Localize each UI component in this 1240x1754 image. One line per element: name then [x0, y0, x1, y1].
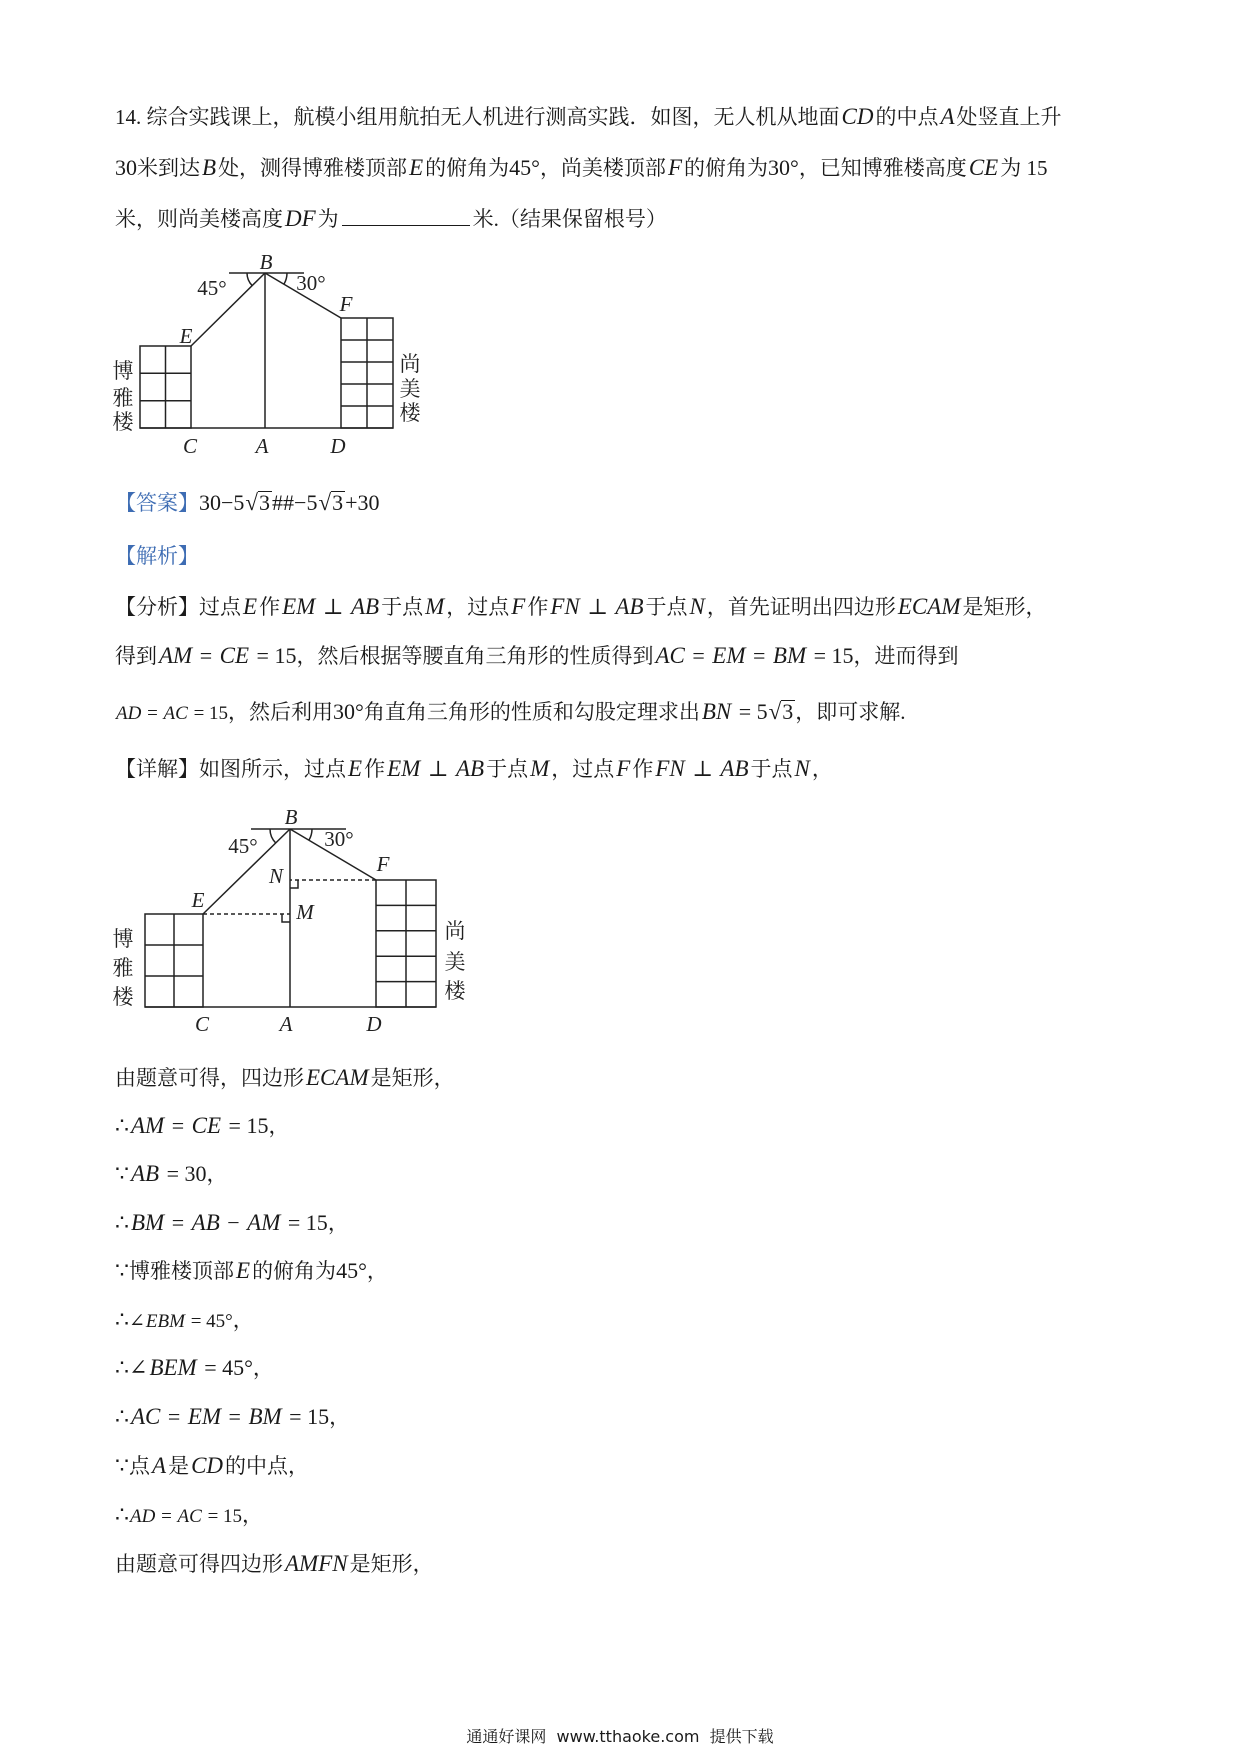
math-variable: F — [511, 594, 526, 619]
label-point-f: F — [339, 292, 353, 316]
text-run: 【分析】过点 — [115, 595, 241, 619]
text-run: 14. 综合实践课上，航模小组用航拍无人机进行测高实践．如图，无人机从地面 — [115, 105, 840, 129]
label-point-d: D — [330, 434, 346, 458]
problem-line-2 — [115, 153, 1047, 183]
math-expression: ∵ — [115, 1258, 129, 1283]
math-variable: A — [152, 1453, 167, 1478]
math-variable: EM — [187, 1404, 222, 1429]
text-run: ，进而得到 — [853, 644, 959, 668]
right-angle-mark-m — [282, 914, 290, 922]
math-expression: = — [194, 643, 218, 668]
text-run: ， — [242, 1503, 264, 1527]
section-label: 【解析】 — [115, 544, 199, 568]
math-variable: CE — [191, 1113, 222, 1138]
math-expression: ∠ — [129, 1311, 145, 1332]
building-name-boya: 雅 — [112, 956, 134, 980]
step-line-8 — [115, 1402, 350, 1432]
building-name-boya: 博 — [112, 927, 134, 951]
text-run: ，过点 — [446, 595, 510, 619]
text-run: 作 — [527, 595, 549, 619]
step-line-6 — [115, 1305, 254, 1335]
math-variable: AMFN — [285, 1551, 348, 1576]
math-expression: 30 — [115, 155, 137, 180]
math-variable: EBM — [145, 1311, 185, 1332]
text-run: 于点 — [750, 757, 793, 781]
building-name-shangmei: 楼 — [399, 401, 421, 425]
math-expression: = 30 — [161, 1161, 207, 1186]
answer-line — [115, 488, 380, 518]
math-variable: N — [689, 594, 705, 619]
radicand: 3 — [332, 490, 344, 515]
step-line-10 — [115, 1500, 263, 1530]
math-variable: E — [243, 594, 258, 619]
step-line-1 — [115, 1063, 455, 1093]
math-expression: ∴ — [115, 1307, 129, 1332]
math-variable: CE — [968, 155, 999, 180]
math-variable: AD — [130, 1506, 156, 1527]
analysis-line-3 — [115, 697, 906, 727]
math-expression: ∴ — [115, 1502, 129, 1527]
radical-sign: √ — [245, 490, 259, 515]
text-run: 为 15 — [1000, 156, 1048, 180]
math-variable: BN — [701, 699, 732, 724]
building-name-shangmei: 楼 — [444, 979, 466, 1003]
detail-line-1 — [115, 754, 833, 784]
text-run: 的中点， — [225, 1454, 310, 1478]
math-variable: B — [202, 155, 217, 180]
text-run: ， — [327, 1211, 349, 1235]
math-expression: 30° — [768, 155, 799, 180]
step-line-3 — [115, 1159, 228, 1189]
math-variable: A — [940, 104, 955, 129]
label-point-m: M — [296, 900, 314, 924]
text-run: 得到 — [115, 644, 157, 668]
text-run: ，然后根据等腰直角三角形的性质得到 — [296, 644, 654, 668]
answer-blank — [342, 203, 470, 226]
math-expression: = 15 — [808, 643, 854, 668]
text-run: ，然后利用 — [228, 700, 334, 724]
math-expression: = 5 — [733, 699, 768, 724]
angle-arc-45 — [270, 829, 276, 843]
math-expression: ∵ — [115, 1453, 129, 1478]
label-point-a: A — [255, 434, 269, 458]
label-point-e: E — [179, 324, 193, 348]
math-expression: = 15 — [283, 1404, 330, 1429]
text-run: 博雅楼顶部 — [129, 1259, 234, 1283]
angle-arc-30 — [309, 829, 312, 840]
math-expression: ∴ — [115, 1404, 129, 1429]
math-variable: FN — [655, 756, 685, 781]
text-run: ，尚美楼顶部 — [539, 156, 666, 180]
building-name-boya: 雅 — [112, 386, 134, 410]
math-variable: E — [348, 756, 363, 781]
math-variable: AB — [455, 756, 485, 781]
text-run: 的俯角为 — [684, 156, 768, 180]
figure-2 — [105, 805, 475, 1040]
text-run: 由题意可得四边形 — [115, 1552, 283, 1576]
radical-sign: √ — [768, 699, 782, 724]
angle-arc-45 — [247, 273, 252, 286]
math-variable: CE — [219, 643, 250, 668]
text-run: 是 — [168, 1454, 190, 1478]
text-run: 处，测得博雅楼顶部 — [218, 156, 408, 180]
text-run: 的中点 — [875, 105, 939, 129]
math-variable: M — [425, 594, 445, 619]
problem-line-1 — [115, 102, 1062, 132]
math-expression: 30° — [333, 699, 364, 724]
text-run: 作 — [364, 757, 386, 781]
building-boya — [145, 914, 203, 1007]
angle-arc-30 — [284, 273, 287, 284]
text-run: ，即可求解. — [795, 700, 906, 724]
label-angle-30: 30° — [296, 271, 326, 295]
text-run: 的俯角为 — [425, 156, 510, 180]
analysis-heading — [115, 541, 199, 571]
math-variable: AB — [615, 594, 644, 619]
math-expression: = 45° — [185, 1311, 233, 1332]
math-expression: = — [162, 1404, 186, 1429]
text-run: 是矩形， — [370, 1066, 455, 1090]
step-line-7 — [115, 1353, 274, 1383]
label-point-b: B — [259, 250, 273, 274]
building-boya — [140, 346, 191, 428]
building-shangmei — [376, 880, 436, 1007]
building-name-boya: 楼 — [112, 410, 134, 434]
math-expression: = — [166, 1113, 190, 1138]
step-line-11 — [115, 1549, 434, 1579]
label-point-n: N — [268, 864, 284, 888]
text-run: ， — [252, 1356, 274, 1380]
math-variable: AB — [131, 1161, 160, 1186]
text-run: 的俯角为 — [252, 1259, 337, 1283]
math-variable: BM — [772, 643, 807, 668]
math-variable: AC — [177, 1506, 202, 1527]
math-variable: ECAM — [306, 1065, 369, 1090]
step-line-2 — [115, 1111, 289, 1141]
building-name-shangmei: 尚 — [444, 919, 466, 943]
math-expression: = — [166, 1210, 190, 1235]
text-run: ， — [811, 757, 833, 781]
math-variable: BM — [248, 1404, 282, 1429]
radicand: 3 — [782, 699, 794, 724]
figure-1 — [108, 250, 438, 465]
math-expression: = — [686, 643, 711, 668]
text-run: 是矩形， — [349, 1552, 434, 1576]
building-name-boya: 楼 — [112, 985, 134, 1009]
math-expression: = — [747, 643, 771, 668]
math-expression: = — [223, 1404, 247, 1429]
math-variable: AB — [720, 756, 749, 781]
label-angle-45: 45° — [197, 276, 227, 300]
math-variable: AM — [247, 1210, 281, 1235]
math-expression: = — [142, 703, 163, 724]
text-run: 【详解】如图所示，过点 — [115, 757, 346, 781]
math-variable: F — [616, 756, 631, 781]
label-point-c: C — [194, 1012, 210, 1036]
text-run: 米.（结果保留根号） — [472, 207, 667, 231]
math-expression: ∴ — [115, 1113, 129, 1138]
text-run: 作 — [632, 757, 654, 781]
text-run: ，过点 — [551, 757, 615, 781]
label-point-d: D — [366, 1012, 382, 1036]
text-run: 由题意可得，四边形 — [115, 1066, 304, 1090]
math-expression: ∵ — [115, 1161, 129, 1186]
math-variable: AC — [131, 1404, 161, 1429]
math-variable: N — [794, 756, 810, 781]
text-run: 于点 — [381, 595, 424, 619]
math-variable: AM — [131, 1113, 165, 1138]
text-run: 米到达 — [137, 156, 200, 180]
building-name-shangmei: 尚 — [399, 352, 421, 376]
math-variable: AB — [350, 594, 380, 619]
label-point-b: B — [284, 805, 298, 829]
right-angle-mark-n — [290, 880, 298, 888]
text-run: 为 — [317, 207, 339, 231]
step-line-9 — [115, 1451, 309, 1481]
radical-sign: √ — [318, 490, 332, 515]
building-name-boya: 博 — [112, 359, 134, 383]
math-variable: EM — [712, 643, 746, 668]
text-run: ，首先证明出四边形 — [706, 595, 896, 619]
text-run: 于点 — [645, 595, 688, 619]
math-expression: +30 — [345, 490, 380, 515]
math-variable: E — [409, 155, 424, 180]
label-point-c: C — [182, 434, 198, 458]
analysis-line-1 — [115, 592, 1046, 622]
math-expression: ##−5 — [272, 490, 318, 515]
section-label: 【答案】 — [115, 491, 199, 515]
text-run: 角直角三角形的性质和勾股定理求出 — [363, 700, 700, 724]
building-name-shangmei: 美 — [444, 950, 466, 974]
math-expression: = 15 — [188, 703, 229, 724]
math-variable: EM — [282, 594, 316, 619]
text-run: ， — [268, 1114, 290, 1138]
label-point-e: E — [191, 888, 205, 912]
math-expression: ∴ — [115, 1210, 129, 1235]
text-run: 是矩形， — [962, 595, 1047, 619]
text-run: 点 — [129, 1454, 150, 1478]
math-variable: CD — [191, 1453, 224, 1478]
page-footer: 通通好课网 www.tthaoke.com 提供下载 — [466, 1727, 774, 1746]
math-expression: ⊥ — [581, 594, 614, 619]
text-run: ， — [329, 1405, 351, 1429]
math-variable: EM — [387, 756, 421, 781]
math-expression: − — [221, 1210, 246, 1235]
text-run: ， — [232, 1308, 254, 1332]
math-variable: ECAM — [897, 594, 961, 619]
math-variable: AC — [655, 643, 685, 668]
math-expression: ⊥ — [317, 594, 349, 619]
radicand: 3 — [259, 490, 271, 515]
label-point-f: F — [376, 852, 390, 876]
math-expression: 45° — [509, 155, 540, 180]
text-run: 处竖直上升 — [956, 105, 1062, 129]
math-expression: = 15 — [251, 643, 297, 668]
text-run: 于点 — [486, 757, 529, 781]
text-run: 米，则尚美楼高度 — [115, 207, 283, 231]
label-angle-45: 45° — [228, 834, 258, 858]
text-run: ，已知博雅楼高度 — [798, 156, 967, 180]
math-variable: AB — [191, 1210, 220, 1235]
math-variable: BM — [131, 1210, 165, 1235]
building-name-shangmei: 美 — [399, 377, 421, 401]
math-variable: FN — [550, 594, 580, 619]
label-angle-30: 30° — [324, 827, 354, 851]
text-run: ， — [206, 1162, 228, 1186]
math-expression: ⊥ — [422, 756, 454, 781]
math-variable: AC — [163, 703, 188, 724]
math-expression: ⊥ — [686, 756, 719, 781]
math-variable: M — [530, 756, 550, 781]
problem-line-3 — [115, 203, 667, 233]
math-variable: BEM — [149, 1355, 197, 1380]
step-line-4 — [115, 1208, 349, 1238]
math-expression: = — [156, 1506, 177, 1527]
math-expression: = 15 — [282, 1210, 328, 1235]
math-expression: 30−5 — [199, 490, 245, 515]
analysis-line-2 — [115, 641, 959, 671]
math-variable: AM — [159, 643, 193, 668]
math-expression: ∴∠ — [115, 1355, 148, 1380]
text-run: ， — [366, 1259, 388, 1283]
math-variable: DF — [285, 206, 316, 231]
building-shangmei — [341, 318, 393, 428]
math-expression: 45° — [336, 1258, 367, 1283]
math-expression: = 15 — [202, 1506, 243, 1527]
text-run: 作 — [259, 595, 281, 619]
math-variable: CD — [841, 104, 874, 129]
label-point-a: A — [279, 1012, 293, 1036]
math-expression: = 15 — [223, 1113, 269, 1138]
math-variable: F — [667, 155, 682, 180]
math-variable: AD — [116, 703, 142, 724]
math-variable: E — [236, 1258, 251, 1283]
step-line-5 — [115, 1256, 388, 1286]
math-expression: = 45° — [198, 1355, 253, 1380]
